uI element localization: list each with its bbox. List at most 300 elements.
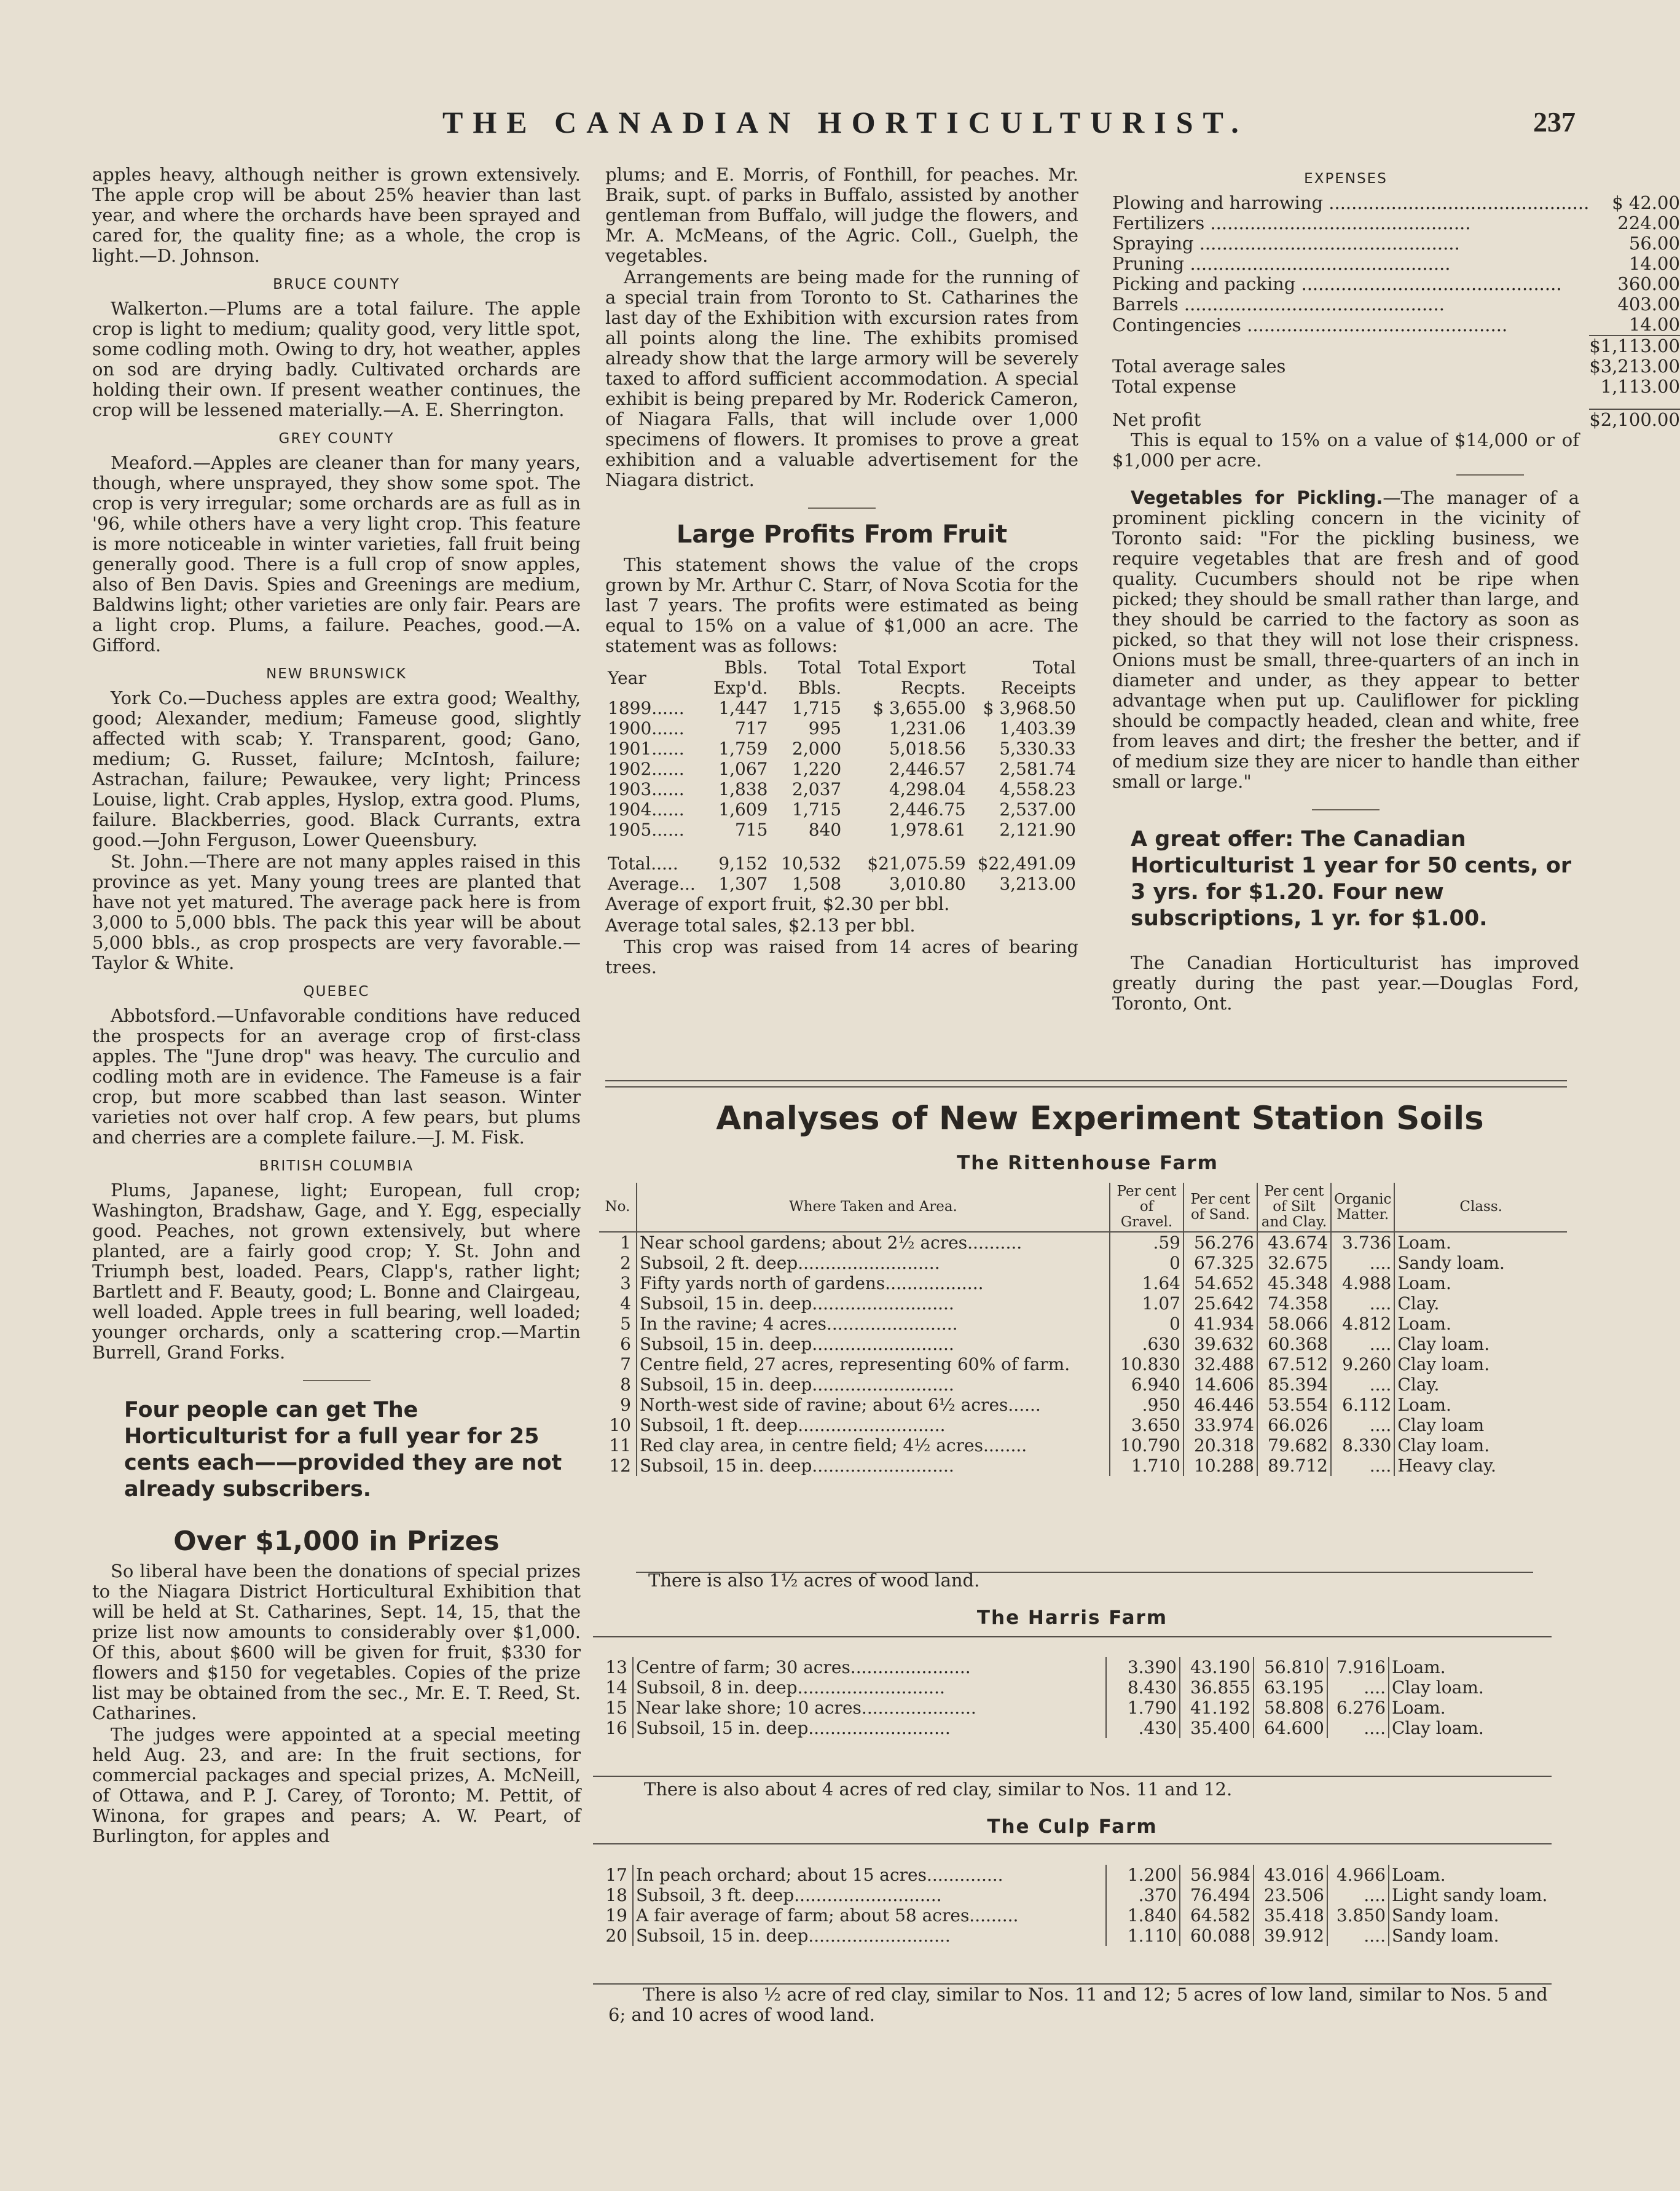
header-no: No.	[599, 1183, 637, 1232]
cell: 79.682	[1257, 1435, 1331, 1456]
table-row	[605, 718, 1078, 739]
cell: ....	[1331, 1253, 1394, 1273]
great-offer: A great offer: The Canadian Horticulturist 1 year for 50 cents, or 3 yrs. for $1.20. Four new subscriptions, 1 yr. for $1.00.	[1131, 827, 1572, 931]
header-class: Class.	[1394, 1183, 1567, 1232]
cell: 10.790	[1110, 1435, 1183, 1456]
cell: 32.675	[1257, 1253, 1331, 1273]
cell: 10	[609, 1415, 631, 1435]
cell: 74.358	[1257, 1293, 1331, 1314]
cell: Sandy loam.	[1389, 1905, 1564, 1926]
soil-row	[599, 1395, 1567, 1415]
rittenhouse-table	[599, 1183, 1567, 1476]
sales-label: Total average sales	[1112, 356, 1286, 377]
prizes-heading: Over $1,000 in Prizes	[173, 1526, 500, 1557]
cell: 23.506	[1254, 1885, 1327, 1905]
cell: 19	[605, 1905, 627, 1926]
cell: 3.736	[1331, 1232, 1394, 1253]
expense-label	[1112, 213, 1589, 233]
subscription-offer: Four people can get The Horticulturist for a full year for 25 cents each——provided they are not already subscribers.	[124, 1398, 562, 1502]
cell: 11	[609, 1435, 631, 1456]
cell: 10.830	[1110, 1354, 1183, 1374]
page-number: 237	[1533, 106, 1576, 138]
cell: 6	[620, 1334, 631, 1354]
soil-row	[593, 1905, 1564, 1926]
cell: 1904......	[608, 799, 685, 820]
cell: 6.276	[1327, 1698, 1389, 1718]
equal-note: This is equal to 15% on a value of $14,000 or of $1,000 per acre.	[1112, 429, 1579, 471]
cell: 1.110	[1106, 1926, 1180, 1946]
cell: 5,018.56	[889, 739, 966, 759]
cell: 85.394	[1257, 1374, 1331, 1395]
cell: 25.642	[1183, 1293, 1257, 1314]
soil-row	[593, 1677, 1564, 1698]
cell: 41.192	[1180, 1698, 1254, 1718]
leader-dots: ..............................................	[1204, 213, 1471, 233]
soil-row	[593, 1926, 1564, 1946]
cell: .950	[1110, 1395, 1183, 1415]
cell: Sandy loam.	[1394, 1253, 1567, 1273]
profits-paragraph: This statement shows the value of the crops grown by Mr. Arthur C. Starr, of Nova Scotia for the last 7 years. The profits were estimated as being equal to 15% on a value of $1,000 an acre. The statement was as follows:	[605, 554, 1078, 656]
table-row	[605, 820, 1078, 840]
vegetables-heading: Vegetables for Pickling.	[1131, 487, 1383, 508]
cell: In peach orchard; about 15 acres..............	[633, 1865, 1106, 1885]
st-john-report: St. John.—There are not many apples raised in this province as yet. Many young trees are planted that have not yet matured. The average pack here is from 3,000 to 5,000 bbls. The pack this year will be about 5,000 bbls., as crop prospects are very favorable.—Taylor & White.	[92, 851, 581, 973]
cell: Loam.	[1389, 1698, 1564, 1718]
cell: Subsoil, 15 in. deep..........................	[633, 1926, 1106, 1946]
header-sand: Per cent of Sand.	[1183, 1183, 1257, 1232]
cell: 0	[1110, 1314, 1183, 1334]
cell: 1905......	[608, 820, 685, 840]
cell: Subsoil, 1 ft. deep...........................	[637, 1415, 1110, 1435]
cell: 1.200	[1106, 1865, 1180, 1885]
cell: 67.512	[1257, 1354, 1331, 1374]
grey-county-report: Meaford.—Apples are cleaner than for many years, though, where unsprayed, they show some spot. The crop is very irregular; some orchards are as full as in '96, while others have a very light crop. This feature is more noticeable in winter varieties, fall fruit being generally good. There is a full crop of snow apples, also of Ben Davis. Spies and Greenings are medium, Baldwins light; other varieties are only fair. Pears are a light crop. Plums, a failure. Peaches, good.—A. Gifford.	[92, 452, 581, 656]
culp-table	[593, 1865, 1564, 1946]
cell: ....	[1327, 1718, 1389, 1738]
cell: 60.088	[1180, 1926, 1254, 1946]
cell: $ 3,968.50	[983, 698, 1076, 718]
expense-label	[1112, 233, 1589, 254]
soil-row	[599, 1354, 1567, 1374]
column-middle	[605, 165, 1078, 979]
cell: .59	[1110, 1232, 1183, 1253]
profits-table	[605, 657, 1078, 894]
cell: .430	[1106, 1718, 1180, 1738]
cell: 1,403.39	[999, 718, 1076, 739]
cell: 1902......	[608, 759, 685, 779]
table-row	[605, 698, 1078, 718]
cell: Fifty yards north of gardens..................	[637, 1273, 1110, 1293]
cell: 14.606	[1183, 1374, 1257, 1395]
table-rule	[593, 1843, 1552, 1844]
expense-amount: $ 42.00	[1612, 192, 1680, 213]
cell: 4.988	[1331, 1273, 1394, 1293]
cell: 66.026	[1257, 1415, 1331, 1435]
cell: 63.195	[1254, 1677, 1327, 1698]
cell: 1901......	[608, 739, 685, 759]
divider	[1456, 474, 1524, 476]
divider	[808, 508, 876, 509]
cell: 20	[605, 1926, 627, 1946]
cell: 13	[605, 1657, 627, 1677]
cell: 36.855	[1180, 1677, 1254, 1698]
cell: 1,715	[792, 698, 842, 718]
cell: 1,715	[792, 799, 842, 820]
cell: 64.582	[1180, 1905, 1254, 1926]
cell: 3,010.80	[889, 874, 966, 894]
cell: 7	[620, 1354, 631, 1374]
cell: Red clay area, in centre field; 4½ acres........	[637, 1435, 1110, 1456]
cell: 64.600	[1254, 1718, 1327, 1738]
cell: 1.710	[1110, 1456, 1183, 1476]
table-row	[605, 759, 1078, 779]
cell: 9,152	[718, 853, 768, 874]
soil-row	[599, 1374, 1567, 1395]
cell: ....	[1331, 1293, 1394, 1314]
header-silt-clay: Per cent of Silt and Clay.	[1257, 1183, 1331, 1232]
cell: 8	[620, 1374, 631, 1395]
cell: 43.674	[1257, 1232, 1331, 1253]
cell: 43.190	[1180, 1657, 1254, 1677]
cell: 2,446.57	[889, 759, 966, 779]
cell: Centre of farm; 30 acres......................	[633, 1657, 1106, 1677]
cell: 5,330.33	[999, 739, 1076, 759]
cell: Subsoil, 2 ft. deep..........................	[637, 1253, 1110, 1273]
cell: Near school gardens; about 2½ acres..........	[637, 1232, 1110, 1253]
intro-paragraph: apples heavy, although neither is grown extensively. The apple crop will be about 25% heavier than last year, and where the orchards have been sprayed and cared for, the quality fine; as a whole, the crop is light.—D. Johnson.	[92, 164, 581, 266]
judges-continued: plums; and E. Morris, of Fonthill, for peaches. Mr. Braik, supt. of parks in Buffalo, assisted by another gentleman from Buffalo, will judge the flowers, and Mr. A. McMeans, of the Agric. Coll., Guelph, the vegetables.	[605, 164, 1078, 266]
expense-amount: 56.00	[1628, 233, 1680, 254]
table-total-row	[605, 853, 1078, 874]
expense-row	[1112, 254, 1680, 274]
british-columbia-report: Plums, Japanese, light; European, full crop; Washington, Bradshaw, Gage, and Y. Egg, especially good. Peaches, not grown extensively, but where planted, are a fairly good crop; Y. St. John and Triumph best, loaded. Pears, Clapp's, rather light; Bartlett and F. Beauty, good; L. Bonne and Clairgeau, well loaded. Apple trees in full bearing, well loaded; younger orchards, only a scattering crop.—Martin Burrell, Grand Forks.	[92, 1180, 581, 1363]
rittenhouse-heading: The Rittenhouse Farm	[957, 1152, 1219, 1174]
soil-row	[599, 1415, 1567, 1435]
section-rule	[605, 1086, 1567, 1088]
soil-row	[599, 1334, 1567, 1354]
cell: 4	[620, 1293, 631, 1314]
cell: 12	[609, 1456, 631, 1476]
average-export-line: Average of export fruit, $2.30 per bbl.	[605, 893, 950, 914]
expense-label	[1112, 274, 1589, 294]
leader-dots: ..............................................	[1295, 273, 1562, 294]
cell: 1899......	[608, 698, 685, 718]
expense-label-text: Contingencies	[1112, 314, 1241, 335]
divider	[303, 1380, 371, 1381]
expense-row	[1112, 213, 1680, 233]
cell: 43.016	[1254, 1865, 1327, 1885]
cell: 14	[605, 1677, 627, 1698]
running-header: THE CANADIAN HORTICULTURIST.	[442, 105, 1249, 139]
cell: ....	[1331, 1456, 1394, 1476]
cell: 46.446	[1183, 1395, 1257, 1415]
cell: 3,213.00	[999, 874, 1076, 894]
cell: 53.554	[1257, 1395, 1331, 1415]
cell: 8.330	[1331, 1435, 1394, 1456]
cell: 56.810	[1254, 1657, 1327, 1677]
soil-row	[599, 1273, 1567, 1293]
expense-label: Total expense	[1112, 376, 1236, 397]
cell: 9.260	[1331, 1354, 1394, 1374]
cell: 2,121.90	[999, 820, 1076, 840]
judges-paragraph: The judges were appointed at a special meeting held Aug. 23, and are: In the fruit sections, for commercial packages and special prizes, A. McNeill, of Ottawa, and P. J. Carey, of Toronto; M. Pettit, of Winona, for grapes and pears; A. W. Peart, of Burlington, for apples and	[92, 1724, 581, 1846]
cell: 1,231.06	[889, 718, 966, 739]
harris-table	[593, 1657, 1564, 1738]
cell: 1.790	[1106, 1698, 1180, 1718]
crop-note: This crop was raised from 14 acres of bearing trees.	[605, 936, 1078, 978]
bruce-county-report: Walkerton.—Plums are a total failure. The apple crop is light to medium; quality good, very little spot, some codling moth. Owing to dry, hot weather, apples on sod are drying badly. Cultivated orchards are holding their own. If present weather continues, the crop will be lessened materially.—A. E. Sherrington.	[92, 298, 581, 420]
expense-label-text: Spraying	[1112, 233, 1194, 254]
cell: Loam.	[1389, 1865, 1564, 1885]
cell: .370	[1106, 1885, 1180, 1905]
cell: 1,838	[718, 779, 768, 799]
cell: 0	[1110, 1253, 1183, 1273]
harris-heading: The Harris Farm	[976, 1607, 1168, 1629]
expense-label	[1112, 254, 1589, 274]
cell: 76.494	[1180, 1885, 1254, 1905]
table-rule	[593, 1636, 1552, 1637]
cell: 56.984	[1180, 1865, 1254, 1885]
cell: North-west side of ravine; about 6½ acres......	[637, 1395, 1110, 1415]
soil-row	[599, 1232, 1567, 1253]
cell: 15	[605, 1698, 627, 1718]
divider	[1312, 809, 1380, 810]
expense-row	[1112, 315, 1680, 335]
cell: Subsoil, 15 in. deep..........................	[637, 1374, 1110, 1395]
expense-label	[1112, 193, 1589, 213]
cell: 17	[605, 1865, 627, 1885]
cell: Total.....	[608, 853, 678, 874]
vegetables-text: —The manager of a prominent pickling concern in the vicinity of Toronto said: "For the pickling business, we require vegetables that are fresh and of good quality. Cucumbers should not be ripe when picked; they should be small rather than large, and they should be carried to the factory as soon as picked, so that they will not lose their crispness. Onions must be small, three-quarters of an inch in diameter and under, as they appear to better advantage when put up. Cauliflower for pickling should be compactly headed, clean and white, free from leaves and dirt; the fresher the better, and if of medium size they are nicer to handle than either small or large."	[1112, 487, 1579, 792]
cell: Clay loam	[1394, 1415, 1567, 1435]
expenses-table	[1112, 193, 1680, 430]
expense-label-text: Picking and packing	[1112, 273, 1296, 294]
cell: 9	[620, 1395, 631, 1415]
quebec-report: Abbotsford.—Unfavorable conditions have reduced the prospects for an average crop of first-class apples. The "June drop" was heavy. The curculio and codling moth are in evidence. The Fameuse is a fair crop, but more scabbed than last season. Winter varieties not over half crop. A few pears, but plums and cherries are a complete failure.—J. M. Fisk.	[92, 1005, 581, 1148]
cell: In the ravine; 4 acres........................	[637, 1314, 1110, 1334]
header-place: Where Taken and Area.	[637, 1183, 1110, 1232]
cell: Clay loam.	[1394, 1435, 1567, 1456]
prizes-paragraph: So liberal have been the donations of special prizes to the Niagara District Horticultural Exhibition that will be held at St. Catharines, Sept. 14, 15, that the prize list now amounts to considerably over $1,000. Of this, about $600 will be given for fruit, $330 for flowers and $150 for vegetables. Copies of the prize list may be obtained from the sec., Mr. E. T. Reed, St. Catharines.	[92, 1561, 581, 1723]
section-rule	[605, 1080, 1567, 1081]
expense-row	[1112, 233, 1680, 254]
header-organic: Organic Matter.	[1331, 1183, 1394, 1232]
soil-row	[599, 1314, 1567, 1334]
col-header-export-receipts: Total Export Recpts.	[858, 657, 966, 698]
expense-row	[1112, 193, 1680, 213]
cell: 39.632	[1183, 1334, 1257, 1354]
cell: 41.934	[1183, 1314, 1257, 1334]
cell: 89.712	[1257, 1456, 1331, 1476]
table-row	[605, 779, 1078, 799]
bruce-county-heading: BRUCE COUNTY	[273, 276, 400, 292]
cell: 3.390	[1106, 1657, 1180, 1677]
cell: Loam.	[1394, 1232, 1567, 1253]
soil-row	[593, 1718, 1564, 1738]
cell: 3.850	[1327, 1905, 1389, 1926]
expense-amount: 14.00	[1628, 314, 1680, 335]
header-gravel: Per cent of Gravel.	[1110, 1183, 1183, 1232]
cell: 1,759	[718, 739, 768, 759]
expense-value: 1,113.00	[1600, 376, 1680, 397]
expense-sum: $1,113.00	[1589, 335, 1680, 356]
cell: 1,307	[718, 874, 768, 894]
expense-label-text: Pruning	[1112, 253, 1185, 274]
cell: 2,037	[792, 779, 842, 799]
cell: 18	[605, 1885, 627, 1905]
cell: Loam.	[1389, 1657, 1564, 1677]
expenses-heading: EXPENSES	[1304, 171, 1388, 187]
cell: 6.940	[1110, 1374, 1183, 1395]
cell: Loam.	[1394, 1395, 1567, 1415]
cell: 35.418	[1254, 1905, 1327, 1926]
cell: Subsoil, 8 in. deep...........................	[633, 1677, 1106, 1698]
col-header-year: Year	[608, 667, 646, 688]
cell: 35.400	[1180, 1718, 1254, 1738]
soil-row	[593, 1865, 1564, 1885]
cell: 1	[620, 1233, 631, 1253]
cell: 10,532	[781, 853, 842, 874]
cell: Clay.	[1394, 1374, 1567, 1395]
cell: 1,220	[792, 759, 842, 779]
cell: 7.916	[1327, 1657, 1389, 1677]
cell: 1,067	[718, 759, 768, 779]
cell: 2,537.00	[999, 799, 1076, 820]
cell: 1,508	[792, 874, 842, 894]
leader-dots: ..............................................	[1178, 294, 1445, 315]
cell: Sandy loam.	[1389, 1926, 1564, 1946]
soils-title: Analyses of New Experiment Station Soils	[716, 1100, 1484, 1137]
leader-dots: ..............................................	[1193, 233, 1460, 254]
cell: Average...	[608, 874, 696, 894]
cell: 2,446.75	[889, 799, 966, 820]
cell: 4,558.23	[999, 779, 1076, 799]
cell: ....	[1331, 1374, 1394, 1395]
column-right	[1112, 169, 1680, 1015]
cell: $ 3,655.00	[873, 698, 966, 718]
cell: 1,978.61	[889, 820, 966, 840]
cell: Clay loam.	[1394, 1354, 1567, 1374]
cell: ....	[1327, 1926, 1389, 1946]
cell: Subsoil, 15 in. deep..........................	[633, 1718, 1106, 1738]
cell: 717	[735, 718, 768, 739]
profits-heading: Large Profits From Fruit	[676, 520, 1008, 549]
expense-amount: 360.00	[1617, 273, 1680, 294]
grey-county-heading: GREY COUNTY	[278, 431, 394, 447]
cell: 1,609	[718, 799, 768, 820]
net-value: $2,100.00	[1589, 409, 1680, 430]
cell: 2,581.74	[999, 759, 1076, 779]
cell: 45.348	[1257, 1273, 1331, 1293]
cell: 1900......	[608, 718, 685, 739]
quebec-heading: QUEBEC	[303, 984, 370, 1000]
expense-amount: 14.00	[1628, 253, 1680, 274]
col-header-total-receipts: Total Receipts	[1000, 657, 1076, 698]
cell: Clay loam.	[1389, 1718, 1564, 1738]
expense-amount: 224.00	[1617, 213, 1680, 233]
arrangements-paragraph: Arrangements are being made for the running of a special train from Toronto to St. Catharines the last day of the Exhibition with excursion rates from all points along the line. The exhibits promised already show that the large armory will be severely taxed to afford sufficient accommodation. A special exhibit is being prepared by Mr. Roderick Cameron, of Niagara Falls, that will include over 1,000 specimens of flowers. It promises to prove a great exhibition and a valuable advertisement for the Niagara district.	[605, 267, 1078, 490]
cell: 10.288	[1183, 1456, 1257, 1476]
expense-label-text: Barrels	[1112, 294, 1179, 315]
cell: $21,075.59	[867, 853, 966, 874]
culp-note: There is also ½ acre of red clay, similar to Nos. 11 and 12; 5 acres of low land, similar to Nos. 5 and 6; and 10 acres of wood land.	[608, 1984, 1548, 2025]
cell: Clay loam.	[1394, 1334, 1567, 1354]
table-row	[605, 739, 1078, 759]
soil-row	[599, 1293, 1567, 1314]
cell: 16	[605, 1718, 627, 1738]
cell: 1.07	[1110, 1293, 1183, 1314]
harris-note: There is also about 4 acres of red clay, similar to Nos. 11 and 12.	[644, 1779, 1233, 1800]
soil-row	[593, 1885, 1564, 1905]
cell: Subsoil, 3 ft. deep...........................	[633, 1885, 1106, 1905]
expense-amount: 403.00	[1617, 294, 1680, 315]
cell: Heavy clay.	[1394, 1456, 1567, 1476]
cell: Near lake shore; 10 acres.....................	[633, 1698, 1106, 1718]
cell: .630	[1110, 1334, 1183, 1354]
table-average-row	[605, 874, 1078, 894]
cell: 4.966	[1327, 1865, 1389, 1885]
york-county-report: York Co.—Duchess apples are extra good; Wealthy, good; Alexander, medium; Fameuse good, slightly affected with scab; Y. Transparent, good; Gano, medium; G. Russet, failure; McIntosh, failure; Astrachan, failure; Pewaukee, very light; Princess Louise, light. Crab apples, Hyslop, extra good. Plums, failure. Blackberries, good. Black Currants, extra good.—John Ferguson, Lower Queensbury.	[92, 688, 581, 850]
cell: Clay.	[1394, 1293, 1567, 1314]
cell: Loam.	[1394, 1273, 1567, 1293]
cell: 58.808	[1254, 1698, 1327, 1718]
cell: 1,447	[718, 698, 768, 718]
leader-dots: ..............................................	[1241, 314, 1508, 335]
cell: ....	[1327, 1885, 1389, 1905]
cell: 56.276	[1183, 1232, 1257, 1253]
col-header-total-bbls: Total Bbls.	[798, 657, 842, 698]
soil-row	[599, 1456, 1567, 1476]
cell: 32.488	[1183, 1354, 1257, 1374]
cell: ....	[1331, 1415, 1394, 1435]
culp-heading: The Culp Farm	[987, 1816, 1158, 1838]
cell: 715	[735, 820, 768, 840]
expense-row	[1112, 274, 1680, 294]
cell: 60.368	[1257, 1334, 1331, 1354]
expense-label	[1112, 315, 1589, 335]
cell: 8.430	[1106, 1677, 1180, 1698]
cell: 4,298.04	[889, 779, 966, 799]
expense-row	[1112, 294, 1680, 315]
cell: 3	[620, 1273, 631, 1293]
expense-label-text: Plowing and harrowing	[1112, 192, 1324, 213]
soil-row	[599, 1253, 1567, 1273]
cell: ....	[1327, 1677, 1389, 1698]
cell: Clay loam.	[1389, 1677, 1564, 1698]
cell: Light sandy loam.	[1389, 1885, 1564, 1905]
expense-label-text: Fertilizers	[1112, 213, 1205, 233]
cell: Subsoil, 15 in. deep..........................	[637, 1456, 1110, 1476]
cell: 3.650	[1110, 1415, 1183, 1435]
cell: 4.812	[1331, 1314, 1394, 1334]
cell: Loam.	[1394, 1314, 1567, 1334]
new-brunswick-heading: NEW BRUNSWICK	[266, 666, 407, 682]
leader-dots: ..............................................	[1184, 253, 1451, 274]
cell: $22,491.09	[977, 853, 1076, 874]
cell: Subsoil, 15 in. deep..........................	[637, 1293, 1110, 1314]
cell: 20.318	[1183, 1435, 1257, 1456]
cell: 67.325	[1183, 1253, 1257, 1273]
cell: 58.066	[1257, 1314, 1331, 1334]
cell: 1903......	[608, 779, 685, 799]
cell: 6.112	[1331, 1395, 1394, 1415]
cell: 54.652	[1183, 1273, 1257, 1293]
british-columbia-heading: BRITISH COLUMBIA	[259, 1158, 414, 1174]
expense-label	[1112, 294, 1589, 315]
cell: 995	[808, 718, 842, 739]
cell: 840	[808, 820, 842, 840]
cell: A fair average of farm; about 58 acres.........	[633, 1905, 1106, 1926]
